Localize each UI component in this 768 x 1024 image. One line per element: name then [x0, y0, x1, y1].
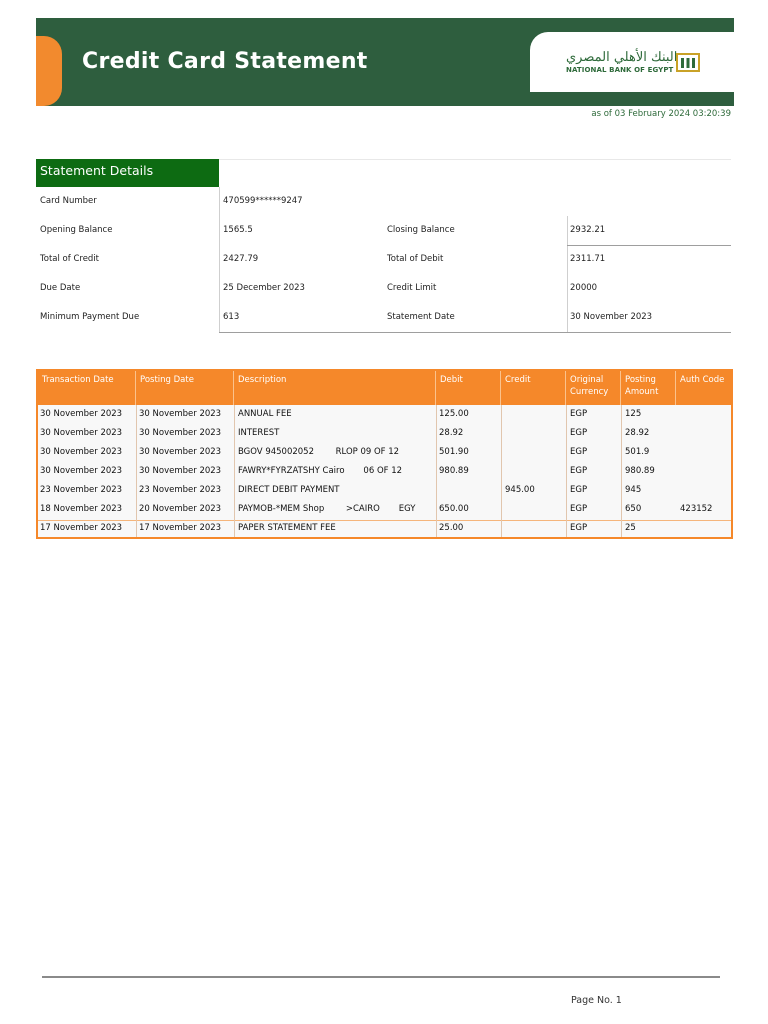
- cell-posting-date: 30 November 2023: [139, 428, 222, 438]
- total-credit-value: 2427.79: [223, 254, 259, 264]
- cell-debit: 650.00: [439, 504, 469, 514]
- bank-logo: [530, 32, 734, 92]
- cell-currency: EGP: [570, 447, 588, 457]
- cell-posting-amount: 28.92: [625, 428, 650, 438]
- column-divider: [621, 405, 622, 537]
- cell-description: FAWRY*FYRZATSHY Cairo 06 OF 12: [238, 466, 403, 476]
- card-number-value: 470599******9247: [223, 196, 303, 206]
- cell-posting-amount: 125: [625, 409, 642, 419]
- page-title: Credit Card Statement: [82, 49, 368, 74]
- cell-debit: 501.90: [439, 447, 469, 457]
- cell-posting-date: 23 November 2023: [139, 485, 222, 495]
- due-date-label: Due Date: [40, 283, 81, 293]
- bank-name-arabic: البنك الأهلي المصري: [566, 50, 678, 65]
- column-header-transaction-date: Transaction Date: [38, 371, 136, 405]
- cell-currency: EGP: [570, 466, 588, 476]
- details-row-due: [36, 274, 731, 303]
- cell-transaction-date: 18 November 2023: [40, 504, 123, 514]
- cell-debit: 125.00: [439, 409, 469, 419]
- cell-debit: 28.92: [439, 428, 464, 438]
- transactions-header-row: [38, 371, 731, 405]
- transactions-body: [38, 405, 731, 537]
- bank-emblem-icon: [676, 52, 700, 72]
- opening-balance-label: Opening Balance: [40, 225, 113, 235]
- cell-currency: EGP: [570, 485, 588, 495]
- footer-divider: [42, 976, 720, 978]
- cell-credit: 945.00: [505, 485, 535, 495]
- cell-description: INTEREST: [238, 428, 280, 438]
- table-row: [38, 520, 731, 539]
- column-header-description: Description: [234, 371, 436, 405]
- details-row-minimum: [36, 303, 731, 332]
- cell-transaction-date: 30 November 2023: [40, 447, 123, 457]
- cell-description: DIRECT DEBIT PAYMENT: [238, 485, 340, 495]
- min-payment-label: Minimum Payment Due: [40, 312, 140, 322]
- as-of-timestamp: as of 03 February 2024 03:20:39: [591, 109, 731, 119]
- cell-transaction-date: 30 November 2023: [40, 428, 123, 438]
- column-header-debit: Debit: [436, 371, 501, 405]
- due-date-value: 25 December 2023: [223, 283, 305, 293]
- cell-description: PAYMOB-*MEM Shop >CAIRO EGY: [238, 504, 416, 514]
- column-header-credit: Credit: [501, 371, 566, 405]
- cell-transaction-date: 23 November 2023: [40, 485, 123, 495]
- cell-currency: EGP: [570, 504, 588, 514]
- column-divider: [136, 405, 137, 537]
- cell-currency: EGP: [570, 409, 588, 419]
- details-top-divider: [218, 159, 731, 160]
- column-divider: [234, 405, 235, 537]
- cell-transaction-date: 30 November 2023: [40, 466, 123, 476]
- cell-debit: 980.89: [439, 466, 469, 476]
- total-debit-label: Total of Debit: [387, 254, 444, 264]
- card-number-label: Card Number: [40, 196, 97, 206]
- total-debit-value: 2311.71: [570, 254, 606, 264]
- cell-posting-amount: 945: [625, 485, 642, 495]
- column-header-original-currency: Original Currency: [566, 371, 621, 405]
- statement-date-label: Statement Date: [387, 312, 455, 322]
- cell-currency: EGP: [570, 523, 588, 533]
- closing-balance-label: Closing Balance: [387, 225, 455, 235]
- cell-posting-date: 20 November 2023: [139, 504, 222, 514]
- cell-posting-amount: 650: [625, 504, 642, 514]
- table-row: [38, 425, 731, 444]
- cell-transaction-date: 17 November 2023: [40, 523, 123, 533]
- cell-currency: EGP: [570, 428, 588, 438]
- cell-posting-amount: 25: [625, 523, 636, 533]
- credit-limit-value: 20000: [570, 283, 598, 293]
- page-number: Page No. 1: [571, 995, 622, 1006]
- transactions-table: [36, 369, 733, 539]
- statement-details-title: Statement Details: [36, 159, 219, 187]
- cell-auth-code: 423152: [680, 504, 713, 514]
- details-bottom-divider: [219, 332, 731, 333]
- cell-posting-amount: 501.9: [625, 447, 650, 457]
- table-row: [38, 406, 731, 425]
- closing-balance-value: 2932.21: [570, 225, 606, 235]
- cell-transaction-date: 30 November 2023: [40, 409, 123, 419]
- column-divider: [436, 405, 437, 537]
- header-banner: [36, 18, 734, 106]
- cell-description: PAPER STATEMENT FEE: [238, 523, 336, 533]
- total-credit-label: Total of Credit: [40, 254, 100, 264]
- statement-date-value: 30 November 2023: [570, 312, 653, 322]
- cell-description: BGOV 945002052 RLOP 09 OF 12: [238, 447, 400, 457]
- column-header-posting-date: Posting Date: [136, 371, 234, 405]
- cell-posting-date: 17 November 2023: [139, 523, 222, 533]
- cell-description: ANNUAL FEE: [238, 409, 292, 419]
- cell-posting-amount: 980.89: [625, 466, 655, 476]
- opening-balance-value: 1565.5: [223, 225, 253, 235]
- min-payment-value: 613: [223, 312, 240, 322]
- column-divider: [566, 405, 567, 537]
- table-row: [38, 444, 731, 463]
- details-row-totals: [36, 245, 731, 274]
- credit-limit-label: Credit Limit: [387, 283, 437, 293]
- table-row: [38, 463, 731, 482]
- details-row-card-number: [36, 187, 731, 216]
- banner-accent-shape: [36, 36, 62, 106]
- cell-posting-date: 30 November 2023: [139, 447, 222, 457]
- bank-name-english: NATIONAL BANK OF EGYPT: [566, 66, 674, 74]
- table-row: [38, 482, 731, 501]
- table-row: [38, 501, 731, 520]
- cell-debit: 25.00: [439, 523, 464, 533]
- column-header-auth-code: Auth Code: [680, 375, 725, 385]
- cell-posting-date: 30 November 2023: [139, 466, 222, 476]
- column-header-posting-amount: Posting Amount: [621, 371, 676, 405]
- cell-posting-date: 30 November 2023: [139, 409, 222, 419]
- column-divider: [501, 405, 502, 537]
- details-row-balances: [36, 216, 731, 245]
